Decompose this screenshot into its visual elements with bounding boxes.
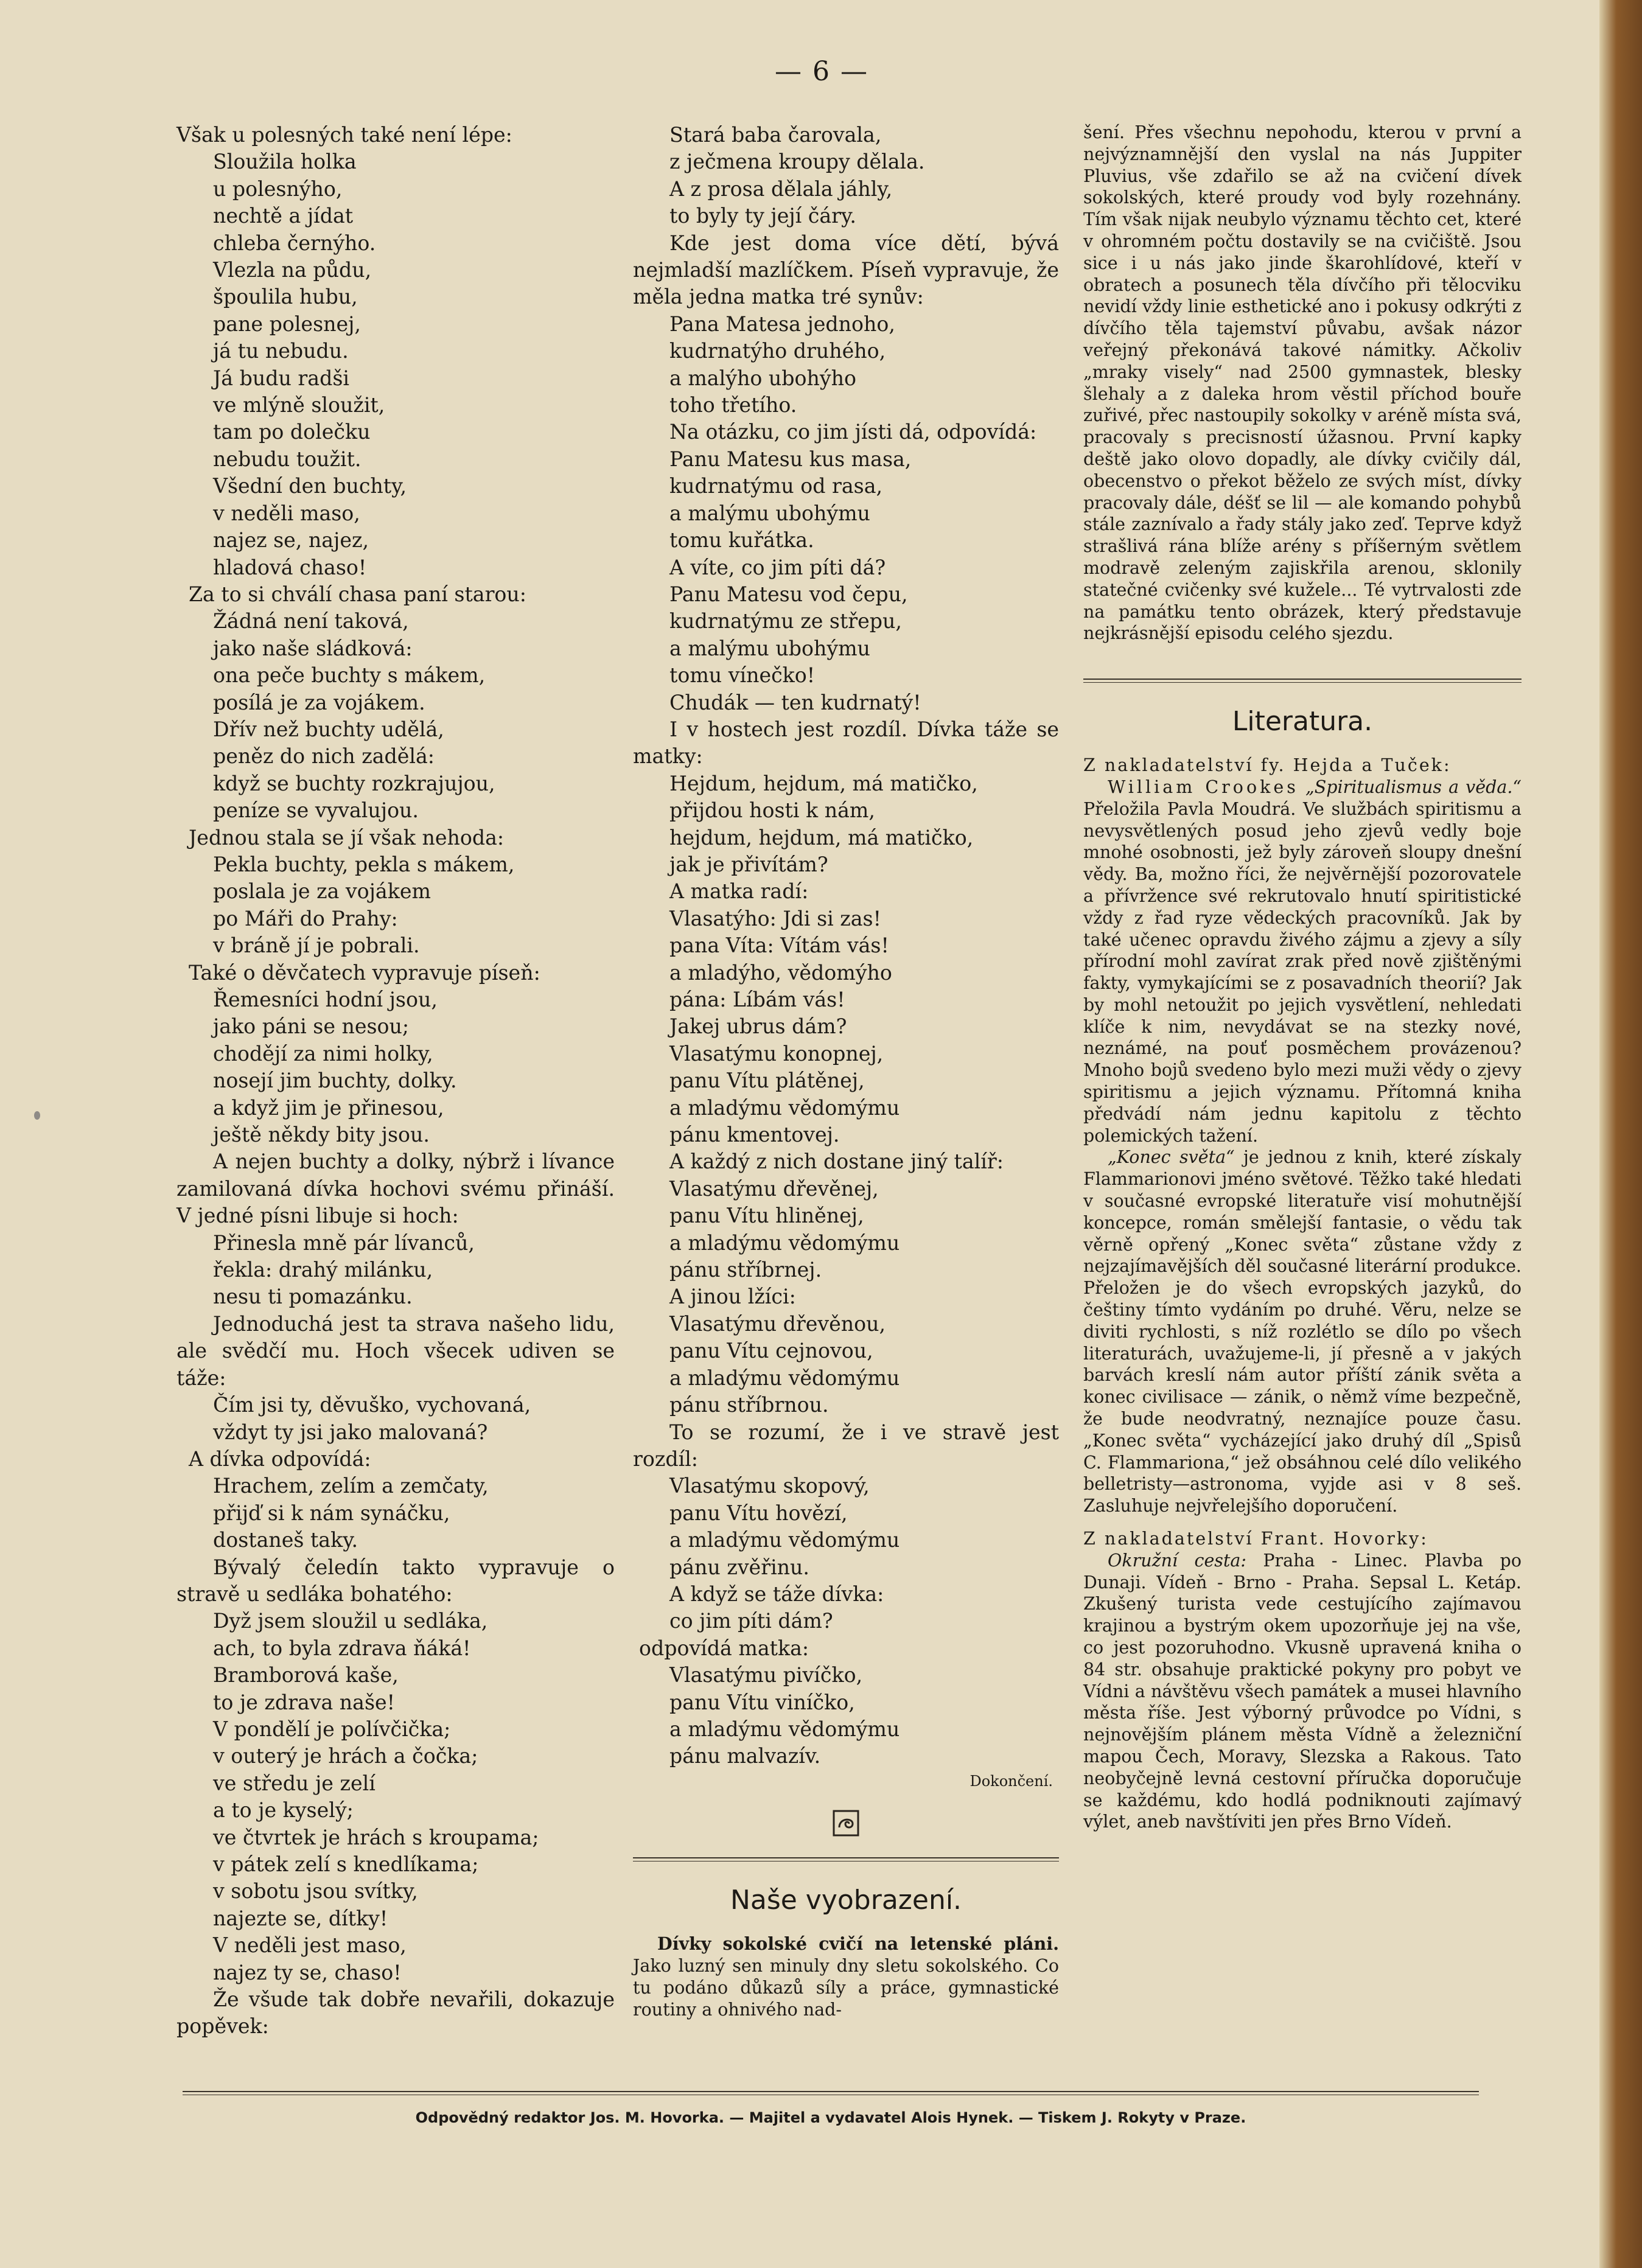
col2-paragraph: To se rozumí, že i ve stravě jest rozdíl: (633, 1420, 1059, 1471)
col2-paragraph: I v hostech jest rozdíl. Dívka táže se matky: (633, 717, 1059, 769)
col1-line: Všední den buchty, (213, 474, 407, 498)
col1-line: u polesnýho, (213, 176, 343, 201)
col2-line: přijdou hosti k nám, (669, 798, 875, 823)
column-1 (176, 122, 615, 2040)
col1-line: hladová chaso! (213, 555, 367, 579)
lit-author: William Crookes (1108, 776, 1299, 797)
col2-line: Panu Matesu kus masa, (669, 447, 912, 471)
col1-line: po Máři do Prahy: (213, 906, 398, 930)
col1-line: když se buchty rozkrajujou, (213, 771, 495, 795)
col2-line: pana Víta: Vítám vás! (669, 933, 889, 958)
col2-line: pánu kmentovej. (669, 1123, 840, 1147)
col1-line: V neděli jest maso, (213, 1933, 407, 1958)
page-edge (1599, 0, 1642, 2268)
section-title-nase-vyobrazeni: Naše vyobrazení. (730, 1885, 962, 1916)
col2-line: Vlasatýho: Jdi si zas! (669, 906, 881, 930)
col2-line: z ječmena kroupy dělala. (669, 150, 925, 174)
col2-line: A víte, co jim píti dá? (669, 555, 886, 579)
col1-line: vždyt ty jsi jako malovaná? (213, 1420, 488, 1444)
col2-line: panu Vítu cejnovou, (669, 1339, 873, 1363)
col2-line: a mladýmu vědomýmu (669, 1366, 900, 1390)
col1-line: nosejí jim buchty, dolky. (213, 1069, 457, 1093)
page-number: — 6 — (775, 56, 868, 87)
col2-line: panu Vítu hliněnej, (669, 1204, 864, 1228)
col1-line: v pátek zelí s knedlíkama; (213, 1852, 479, 1876)
col2-line: to byly ty její čáry. (669, 204, 856, 228)
col1-line: najez se, najez, (213, 528, 369, 553)
col1-line: Žádná není taková, (213, 609, 409, 633)
col1-line: chodějí za nimi holky, (213, 1041, 433, 1066)
lit-book-title: „Konec světa“ (1108, 1147, 1235, 1168)
col2-line: a mladýho, vědomýho (669, 960, 892, 985)
col1-line: v bráně jí je pobrali. (213, 933, 420, 958)
col1-line: řekla: drahý milánku, (213, 1258, 433, 1282)
publisher-heading: Z nakladatelství Frant. Hovorky: (1083, 1529, 1428, 1549)
col2-line: Na otázku, co jim jísti dá, odpovídá: (669, 420, 1037, 444)
col2-line: Vlasatýmu dřevěnej, (669, 1176, 879, 1201)
col1-line: ach, to byla zdrava ňáká! (213, 1636, 471, 1660)
col2-line: pánu stříbrnej. (669, 1258, 822, 1282)
col2-line: A jinou lžíci: (669, 1285, 796, 1309)
col1-line: dostaneš taky. (213, 1528, 358, 1552)
col1-line: v sobotu jsou svítky, (213, 1879, 418, 1903)
col2-line: panu Vítu hovězí, (669, 1501, 848, 1525)
col1-line: Já budu radši (213, 366, 349, 390)
col1-line: Dyž jsem sloužil u sedláka, (213, 1609, 488, 1633)
col2-line: A každý z nich dostane jiný talíř: (669, 1150, 1004, 1174)
section-divider (633, 1857, 1059, 1862)
section-divider (1083, 679, 1521, 683)
col1-line: a to je kyselý; (213, 1798, 354, 1823)
col2-line: kudrnatýho druhého, (669, 339, 886, 363)
column-2 (633, 122, 1059, 2020)
col2-line: a mladýmu vědomýmu (669, 1528, 900, 1552)
col1-line: nebudu toužit. (213, 447, 362, 471)
col1-line: Bramborová kaše, (213, 1663, 399, 1687)
col1-line: Vlezla na půdu, (213, 258, 372, 282)
lit-paragraph (1083, 1550, 1521, 1833)
col1-line: Dřív než buchty udělá, (213, 717, 444, 741)
col1-paragraph: Bývalý čeledín takto vypravuje o stravě u sedláka bohatého: (176, 1555, 615, 1606)
col2-line: A když se táže dívka: (669, 1582, 884, 1606)
col1-line: Řemesníci hodní jsou, (213, 988, 438, 1011)
lit-book-title: Okružní cesta: (1108, 1550, 1246, 1571)
col1-line: tam po dolečku (213, 420, 371, 444)
lit-book-title: „Spiritualismus a věda.“ (1305, 776, 1522, 797)
col1-line: Však u polesných také není lépe: (176, 123, 512, 147)
col2-line: a mladýmu vědomýmu (669, 1717, 900, 1741)
col1-line: Sloužila holka (213, 150, 357, 174)
col2-line: Vlasatýmu dřevěnou, (669, 1311, 886, 1336)
col2-line: Vlasatýmu pivíčko, (669, 1663, 863, 1687)
nase-text-part: Jako luzný sen minuly dny sletu sokolského. Co tu podáno důkazů síly a práce, gymnastické routiny a ohnivého nad- (633, 1955, 1059, 2020)
col1-line: jako páni se nesou; (213, 1014, 410, 1039)
nase-lead: Dívky sokolské cvičí na letenské pláni. (657, 1933, 1059, 1955)
lit-text: Praha - Linec. Plavba po Dunaji. Vídeň - Brno - Praha. Sepsal L. Ketáp. Zkušený turista vede cestujícího zajímavou krajinou a bystrým okem upozorňuje jej na vše, co jest pozoruhodno. Vkusně upravená kniha o 84 str. obsahuje praktické pokyny pro pobyt ve Vídni a návštěvu všech památek a musei hlavního města říše. Jest výborný průvodce po Vídni, s nejnovějším plánem města Vídně a železniční mapou Čech, Moravy, Slezska a Rakous. Tato neobyčejně levná cestovní příručka doporučuje se každému, kdo hodlá podniknouti zajímavý výlet, aneb navštíviti jen přes Brno Vídeň. (1083, 1550, 1521, 1832)
col2-line: Vlasatýmu skopový, (669, 1474, 870, 1498)
col2-line: a mladýmu vědomýmu (669, 1230, 900, 1255)
lit-text: Přeložila Pavla Moudrá. Ve službách spiritismu a nevysvětlených posud jeho zjevů vedly boje mnohé osobnosti, jež byly zároveň sloupy dnešní vědy. Ba, možno říci, že nejvěrnější pozorovatele a přívržence své rekrutovalo hnutí spiritistické vždy z řad ryze vědeckých pracovníků. Jak by také učenec opravdu živého zájmu a zjevy a síly přírodní mohl zavírat zrak před nově zjištěnými fakty, vymykajícími se z posavadních theorií? Jak by mohl netoužit po jejich vysvětlení, nehledati klíče k nim, nevydávat se na stezky nové, neznámé, na pouť posměchem provázenou? Mnoho bojů svedeno bylo mezi muži vědy o zjevy spiritismu a jejich významu. Přítomná kniha předvádí nám jednu kapitolu z těchto polemických tažení. (1083, 798, 1521, 1146)
nase-continued (1083, 122, 1521, 644)
col1-line: posílá je za vojákem. (213, 690, 425, 714)
col2-line: Jakej ubrus dám? (669, 1014, 847, 1039)
col1-paragraph: Jednoduchá jest ta strava našeho lidu, ale svědčí mu. Hoch všecek udiven se táže: (176, 1311, 615, 1390)
column-3 (1083, 122, 1521, 1833)
col1-line: ve středu je zelí (213, 1771, 376, 1795)
col2-line: jak je přivítám? (669, 852, 828, 876)
lit-paragraph (1083, 776, 1521, 1147)
col1-line: já tu nebudu. (213, 339, 349, 363)
col1-line: a když jim je přinesou, (213, 1095, 444, 1120)
lit-paragraph (1083, 1146, 1521, 1517)
col2-line: tomu vínečko! (669, 663, 816, 688)
col2-line: a malýho ubohýho (669, 366, 856, 390)
col1-line: poslala je za vojákem (213, 879, 431, 904)
col2-line: A z prosa dělala jáhly, (669, 176, 893, 201)
col1-line: přijď si k nám synáčku, (213, 1501, 450, 1525)
col1-line: chleba černýho. (213, 231, 376, 255)
col1-paragraph: A nejen buchty a dolky, nýbrž i lívance zamilovaná dívka hochovi svému přináší. V jedné písni libuje si hoch: (176, 1150, 615, 1228)
col1-line: Za to si chválí chasa paní starou: (189, 582, 526, 606)
col1-line: V pondělí je polívčička; (213, 1717, 451, 1741)
col1-line: Jednou stala se jí však nehoda: (189, 825, 505, 850)
col2-line: toho třetího. (669, 393, 797, 417)
col1-line: A dívka odpovídá: (189, 1446, 371, 1471)
nase-text-part: šení. Přes všechnu nepohodu, kterou v první a nejvýznamnější den vyslal na nás Juppiter Pluvius, vše zdařilo se až na cvičení dívek sokolských, které proudy vod byly rozehnány. Tím však nijak neubylo významu těchto cet, které v ohromném počtu dostavily se na cvičiště. Jsou sice i u nás jako jinde škarohlídové, kteří v obratech a posunech těla dívčího při tělocviku nevidí vždy linie esthetické ano i pokusy odkrýti z dívčího těla tajemství půvabu, avšak názor veřejný překonává takové námitky. Ačkoliv „mraky visely“ nad 2500 gymnastek, blesky šlehaly a z daleka hrom věstil příchod bouře zuřivé, přec nastoupily sokolky v aréně místa svá, pracovaly s precisností úžasnou. První kapky deště jako olovo dopadly, ale dívky cvičily dál, obecenstvo o překot běželo ze svých míst, dívky pracovaly dále, déšť se lil — ale komando pohybů stále zaznívalo a řady stály jako zeď. Teprve když strašlivá rána blíže arény s příšerným světlem modravě zeleným zajiskřila arenou, sklonily statečné cvičenky své kužele... Té vytrvalosti zde na památku tento obrázek, který představuje nejkrásnější episodu celého sjezdu. (1083, 122, 1521, 644)
col2-line: co jim píti dám? (669, 1609, 833, 1633)
footer-divider (183, 2091, 1479, 2095)
col2-line: Chudák — ten kudrnatý! (669, 690, 921, 714)
col2-line: a mladýmu vědomýmu (669, 1095, 900, 1120)
col1-line: Pekla buchty, pekla s mákem, (213, 852, 515, 876)
col1-paragraph: Že všude tak dobře nevařili, dokazuje popěvek: (176, 1987, 615, 2039)
col2-line: kudrnatýmu od rasa, (669, 474, 883, 498)
publisher-heading: Z nakladatelství fy. Hejda a Tuček: (1083, 755, 1452, 776)
col1-line: najez ty se, chaso! (213, 1960, 402, 1984)
col2-paragraph: Kde jest doma více dětí, bývá nejmladší mazlíčkem. Píseň vypravuje, že měla jedna matka tré synův: (633, 231, 1059, 309)
col2-line: Panu Matesu vod čepu, (669, 582, 908, 606)
col2-line: kudrnatýmu ze střepu, (669, 609, 902, 633)
col1-line: peníze se vyvalujou. (213, 798, 419, 823)
col2-line: A matka radí: (669, 879, 809, 904)
col1-line: Čím jsi ty, děvuško, vychovaná, (213, 1393, 531, 1417)
col1-line: ve mlýně sloužit, (213, 393, 385, 417)
section-title-literatura: Literatura. (1232, 706, 1373, 738)
col1-line: nesu ti pomazánku. (213, 1285, 413, 1309)
col2-line: Vlasatýmu konopnej, (669, 1041, 884, 1066)
col2-line: pána: Líbám vás! (669, 988, 845, 1011)
col1-line: ještě někdy bity jsou. (213, 1123, 430, 1147)
col2-line: pánu zvěřinu. (669, 1555, 809, 1579)
ornament-icon (633, 1809, 1059, 1844)
col1-line: Přinesla mně pár lívanců, (213, 1230, 475, 1255)
col2-line: panu Vítu viníčko, (669, 1690, 855, 1714)
col1-line: Hrachem, zelím a zemčaty, (213, 1474, 489, 1498)
nase-paragraph (633, 1933, 1059, 2020)
col1-line: pane polesnej, (213, 312, 361, 336)
col2-line: a malýmu ubohýmu (669, 501, 870, 525)
col1-line: špoulila hubu, (213, 285, 358, 309)
col2-line: pánu stříbrnou. (669, 1393, 829, 1417)
col2-line: Hejdum, hejdum, má matičko, (669, 771, 978, 795)
col1-line: v outerý je hrách a čočka; (213, 1744, 478, 1768)
footer-imprint: Odpovědný redaktor Jos. M. Hovorka. — Majitel a vydavatel Alois Hynek. — Tiskem J. Rokyty v Praze. (415, 2109, 1246, 2126)
col1-line: Také o děvčatech vypravuje píseň: (189, 960, 540, 985)
col2-line: tomu kuřátka. (669, 528, 814, 553)
col1-line: ve čtvrtek je hrách s kroupama; (213, 1825, 539, 1849)
col2-line: Stará baba čarovala, (669, 123, 882, 147)
dokonceni-note: Dokončení. (969, 1772, 1053, 1790)
col1-line: nechtě a jídat (213, 204, 354, 228)
col1-line: to je zdrava naše! (213, 1690, 395, 1714)
col1-line: v neděli maso, (213, 501, 360, 525)
col2-line: a malýmu ubohýmu (669, 636, 870, 660)
col2-line: hejdum, hejdum, má matičko, (669, 825, 974, 850)
lit-text: je jednou z knih, které získaly Flammarionovi jméno světové. Těžko také hledati v současné evropské literatuře visí mohutnější koncepce, román smělejší fantasie, o vědu tak věrně opřený „Konec světa“ zůstane vždy z nejzajímavějších děl současné literární produkce. Přeložen je do všech evropských jazyků, do češtiny tímto vydáním po druhé. Věru, nelze se diviti rychlosti, s níž rozlétlo se dílo po všech literaturách, uvažujeme-li, jí přesně a v jakých barvách kreslí nám autor příští zánik světa a konec civilisace — zánik, o němž víme bezpečně, že bude neodvratný, neznajíce pouze času. „Konec světa“ vycházející jako druhý díl „Spisů C. Flammariona,“ jež obsáhnou celé dílo velikého belletristy—astronoma, vyjde asi v 8 seš. Zasluhuje nejvřelejšího doporučení. (1083, 1147, 1521, 1516)
col2-line: odpovídá matka: (639, 1636, 809, 1660)
col2-line: Pana Matesa jednoho, (669, 312, 895, 336)
col2-line: pánu malvazív. (669, 1744, 821, 1768)
ink-smudge (34, 1111, 40, 1120)
col1-line: peněz do nich zadělá: (213, 744, 435, 769)
col1-line: najezte se, dítky! (213, 1906, 388, 1930)
col1-line: jako naše sládková: (213, 636, 413, 660)
col2-line: panu Vítu plátěnej, (669, 1069, 865, 1093)
col1-line: ona peče buchty s mákem, (213, 663, 486, 688)
